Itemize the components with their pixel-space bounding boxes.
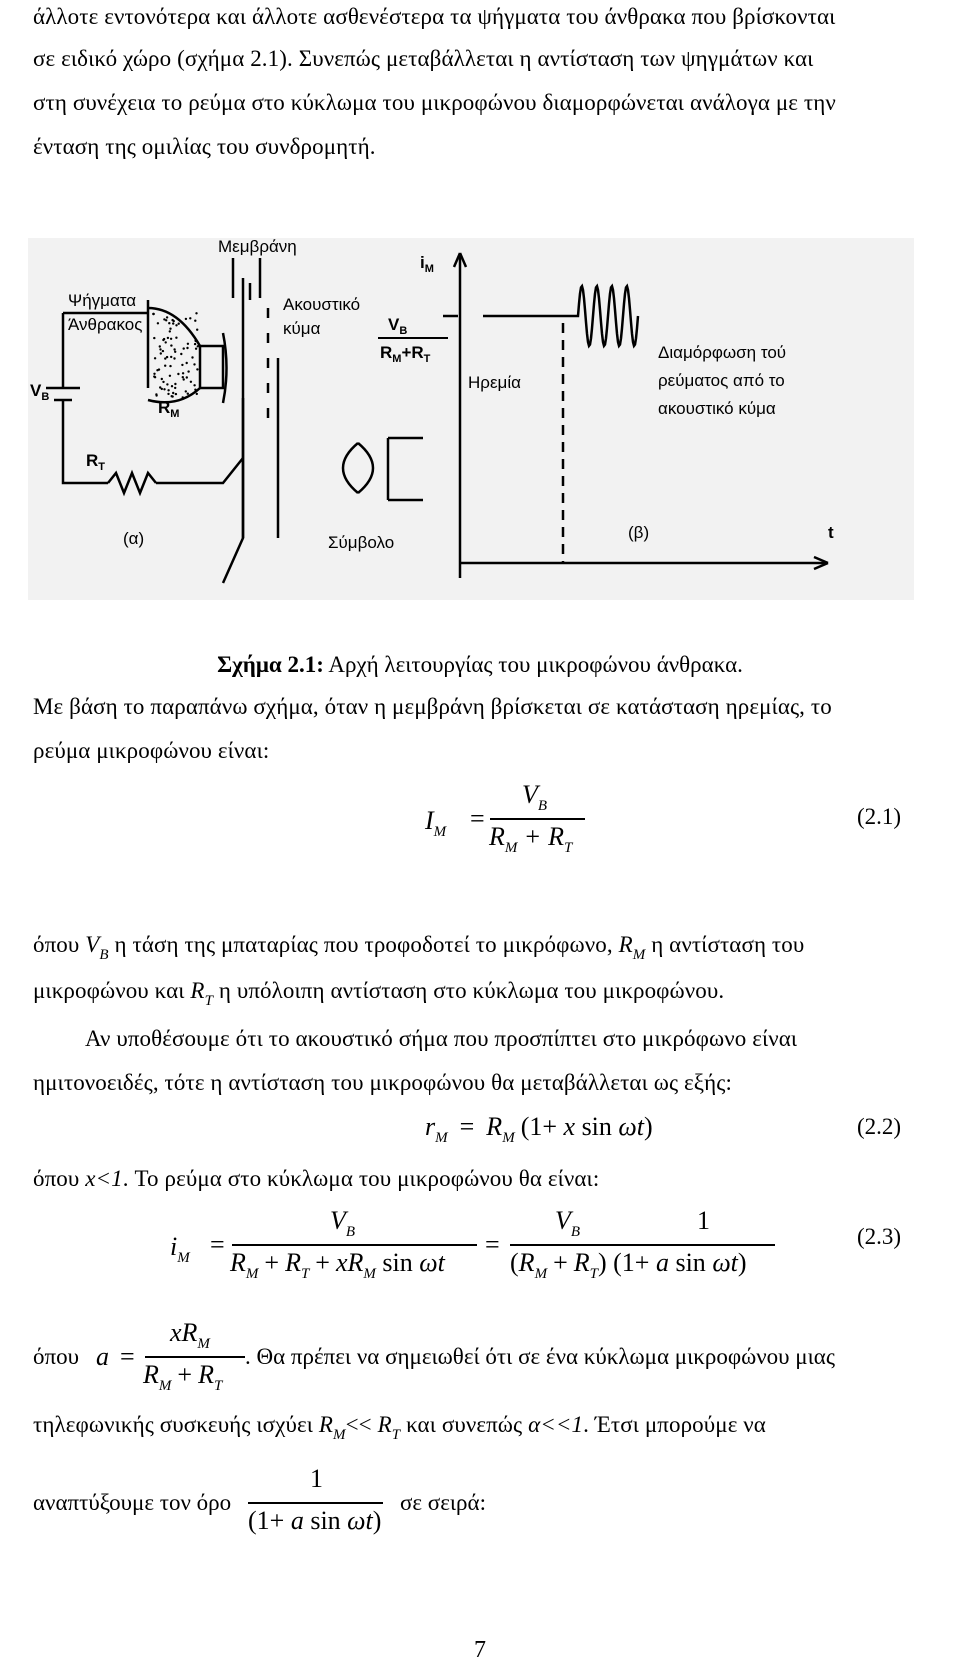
modulation-label-1: Διαμόρφωση τού [658, 343, 787, 362]
carbon-granule [169, 330, 171, 332]
carbon-granule [186, 376, 188, 378]
carbon-granule [195, 312, 197, 314]
intro-line-4: ένταση της ομιλίας του συνδρομητή. [33, 134, 376, 159]
carbon-granule [187, 393, 189, 395]
eq3-lhs: $i_M$ [170, 1232, 190, 1266]
carbon-granule [177, 373, 179, 375]
frac-num-label: $V_B$ [388, 315, 408, 337]
para6-opou: όπου [33, 1344, 79, 1369]
carbon-granule [173, 357, 175, 359]
carbon-granule [154, 357, 156, 359]
para2-line-1: Με βάση το παραπάνω σχήμα, όταν η μεμβράνη βρίσκεται σε κατάσταση ηρεμίας, το [33, 694, 832, 719]
eq3-equals-2: = [485, 1230, 500, 1259]
para4-line-1: Αν υποθέσουμε ότι το ακουστικό σήμα που προσπίπτει στο μικρόφωνο είναι [85, 1026, 798, 1051]
carbon-granule [165, 341, 167, 343]
equation-2-2 [0, 1112, 960, 1152]
carbon-granule [157, 322, 159, 324]
carbon-granule [182, 396, 184, 398]
para6-alpha: a [96, 1342, 109, 1371]
carbon-granule [152, 313, 154, 315]
carbon-granule [196, 329, 198, 331]
eq1-equals: = [470, 804, 485, 833]
carbon-granule [182, 372, 184, 374]
carbon-granule [174, 387, 176, 389]
carbon-granule [161, 378, 163, 380]
carbon-granule [162, 350, 164, 352]
carbon-granule [190, 381, 192, 383]
carbon-granule [160, 352, 162, 354]
im-axis-label: $i_M$ [420, 253, 434, 275]
intro-line-3: στη συνέχεια το ρεύμα στο κύκλωμα του μικροφώνου διαμορφώνεται ανάλογα με την [33, 90, 836, 115]
carbon-granule [165, 319, 167, 321]
eq1-fraction-bar [490, 818, 585, 820]
para8-den: (1+ a sin ωt) [248, 1506, 382, 1535]
carbon-granule [185, 390, 187, 392]
eq1-number: (2.1) [857, 804, 902, 829]
carbon-granule [164, 357, 166, 359]
carbon-granule [180, 353, 182, 355]
carbon-granule [169, 375, 171, 377]
microphone-figure [28, 238, 914, 600]
carbon-granule [194, 343, 196, 345]
carbon-granule [171, 385, 173, 387]
carbon-granule [156, 369, 158, 371]
para6-rest: . Θα πρέπει να σημειωθεί ότι σε ένα κύκλωμα μικροφώνου μιας [245, 1344, 835, 1369]
acoustic-label-1: Ακουστικό [283, 295, 361, 314]
carbon-granule [167, 389, 169, 391]
eq3-bar-1 [232, 1244, 477, 1246]
carbon-granule [181, 364, 183, 366]
para8-line [0, 1464, 960, 1544]
carbon-granule [186, 362, 188, 364]
para6-line [0, 1318, 960, 1398]
para8-text-a: αναπτύξουμε τον όρο [33, 1490, 232, 1515]
intro-line-2: σε ειδικό χώρο (σχήμα 2.1). Συνεπώς μεταβάλλεται η αντίσταση των ψηγμάτων και [33, 46, 814, 71]
carbon-granule [164, 365, 166, 367]
para6-num: $xR_M$ [170, 1318, 210, 1352]
carbon-granule [171, 395, 173, 397]
carbon-granule [170, 356, 172, 358]
carbon-granule [193, 384, 195, 386]
eq2-expression: $r_M = R_M$ (1+ x sin ωt) [425, 1112, 653, 1146]
carbon-granule [170, 344, 172, 346]
eq3-den-2: $(R_M + R_T)$ (1+ a sin ωt) [510, 1248, 747, 1282]
carbon-granule [170, 338, 172, 340]
carbon-granule [196, 393, 198, 395]
eq3-bar-2 [510, 1244, 775, 1246]
carbon-granule [166, 383, 168, 385]
para7-line: τηλεφωνικής συσκευής ισχύει $R_M<< R_T$ και συνεπώς α<<1. Έτσι μπορούμε να [33, 1412, 766, 1443]
modulation-label-2: ρεύματος από το [658, 371, 785, 390]
carbon-granule [185, 318, 187, 320]
membrane-label: Μεμβράνη [218, 238, 297, 256]
carbon-granule [189, 317, 191, 319]
eq2-number: (2.2) [857, 1114, 902, 1139]
eq1-lhs: $I_M$ [425, 806, 447, 840]
carbon-granule [197, 345, 199, 347]
rt-label: $R_T$ [86, 451, 106, 473]
page-number: 7 [474, 1637, 486, 1663]
para8-num: 1 [310, 1464, 323, 1493]
para3-line-2: μικροφώνου και $R_T$ η υπόλοιπη αντίσταση στο κύκλωμα του μικροφώνου. [33, 978, 725, 1009]
carbon-granule [168, 322, 170, 324]
rest-label: Ηρεμία [468, 373, 521, 392]
intro-line-1: άλλοτε εντονότερα και άλλοτε ασθενέστερα τα ψήγματα του άνθρακα που βρίσκονται [33, 4, 836, 29]
eq3-den-1: $R_M + R_T + xR_M$ sin ωt [230, 1248, 445, 1282]
granules-label-1: Ψήγματα [68, 291, 137, 310]
carbon-granule [155, 393, 157, 395]
carbon-granule [195, 348, 197, 350]
carbon-granule [162, 339, 164, 341]
label-a: (α) [123, 529, 145, 548]
carbon-granule [186, 347, 188, 349]
modulation-label-3: ακουστικό κύμα [658, 399, 776, 418]
carbon-granule [166, 316, 168, 318]
carbon-granule [169, 328, 171, 330]
carbon-granule [191, 356, 193, 358]
frac-den-label: $R_M+R_T$ [380, 343, 431, 365]
equation-2-1 [0, 780, 960, 860]
carbon-granule [153, 373, 155, 375]
equation-2-3 [0, 1206, 960, 1286]
carbon-granule [154, 376, 156, 378]
acoustic-label-2: κύμα [283, 319, 321, 338]
rm-label: $R_M$ [158, 398, 180, 420]
carbon-granule [175, 337, 177, 339]
eq3-num-1: $V_B$ [330, 1206, 356, 1240]
carbon-granule [193, 363, 195, 365]
t-axis-label: t [828, 523, 834, 542]
eq3-num-3: 1 [697, 1206, 710, 1235]
carbon-granule [162, 381, 164, 383]
para3-line-1: όπου $V_B$ η τάση της μπαταρίας που τροφοδοτεί το μικρόφωνο, $R_M$ η αντίσταση του [33, 932, 805, 963]
carbon-granule [194, 389, 196, 391]
carbon-granule [175, 324, 177, 326]
vb-label: $V_B$ [30, 381, 50, 403]
para4-line-2: ημιτονοειδές, τότε η αντίσταση του μικροφώνου θα μεταβάλλεται ως εξής: [33, 1070, 732, 1095]
carbon-granule [174, 383, 176, 385]
para6-den: $R_M + R_T$ [143, 1360, 223, 1394]
carbon-granule [167, 393, 169, 395]
carbon-granule [173, 320, 175, 322]
carbon-granule [159, 348, 161, 350]
carbon-granule [172, 322, 174, 324]
carbon-granule [153, 337, 155, 339]
carbon-granule [194, 320, 196, 322]
eq3-equals-1: = [210, 1230, 225, 1259]
carbon-granule [196, 368, 198, 370]
para6-bar [145, 1356, 245, 1358]
carbon-granule [195, 340, 197, 342]
para2-line-2: ρεύμα μικροφώνου είναι: [33, 738, 270, 763]
para8-bar [248, 1502, 383, 1504]
carbon-granule [175, 393, 177, 395]
carbon-granule [159, 345, 161, 347]
carbon-granule [167, 337, 169, 339]
eq1-denominator: $R_M + R_T$ [489, 822, 573, 856]
carbon-granule [182, 376, 184, 378]
carbon-granule [187, 343, 189, 345]
eq1-numerator: $V_B$ [522, 780, 548, 814]
carbon-granule [169, 365, 171, 367]
carbon-granule [183, 347, 185, 349]
carbon-granule [183, 378, 185, 380]
carbon-granule [172, 392, 174, 394]
carbon-granule [178, 323, 180, 325]
eq3-number: (2.3) [857, 1224, 902, 1249]
figure-drawing [28, 238, 914, 600]
para6-equals: = [120, 1342, 135, 1371]
carbon-granule [161, 388, 163, 390]
figure-caption: Σχήμα 2.1: Αρχή λειτουργίας του μικροφώνου άνθρακα. [217, 652, 743, 677]
carbon-granule [174, 351, 176, 353]
para5-line: όπου x<1. Το ρεύμα στο κύκλωμα του μικροφώνου θα είναι: [33, 1166, 600, 1191]
eq3-num-2: $V_B$ [555, 1206, 581, 1240]
label-b: (β) [628, 523, 650, 542]
granules-label-2: Άνθρακος [68, 315, 143, 334]
symbol-label: Σύμβολο [328, 533, 395, 552]
carbon-granule [163, 388, 165, 390]
carbon-granule [187, 370, 189, 372]
carbon-granule [173, 348, 175, 350]
para8-text-b: σε σειρά: [400, 1490, 486, 1515]
